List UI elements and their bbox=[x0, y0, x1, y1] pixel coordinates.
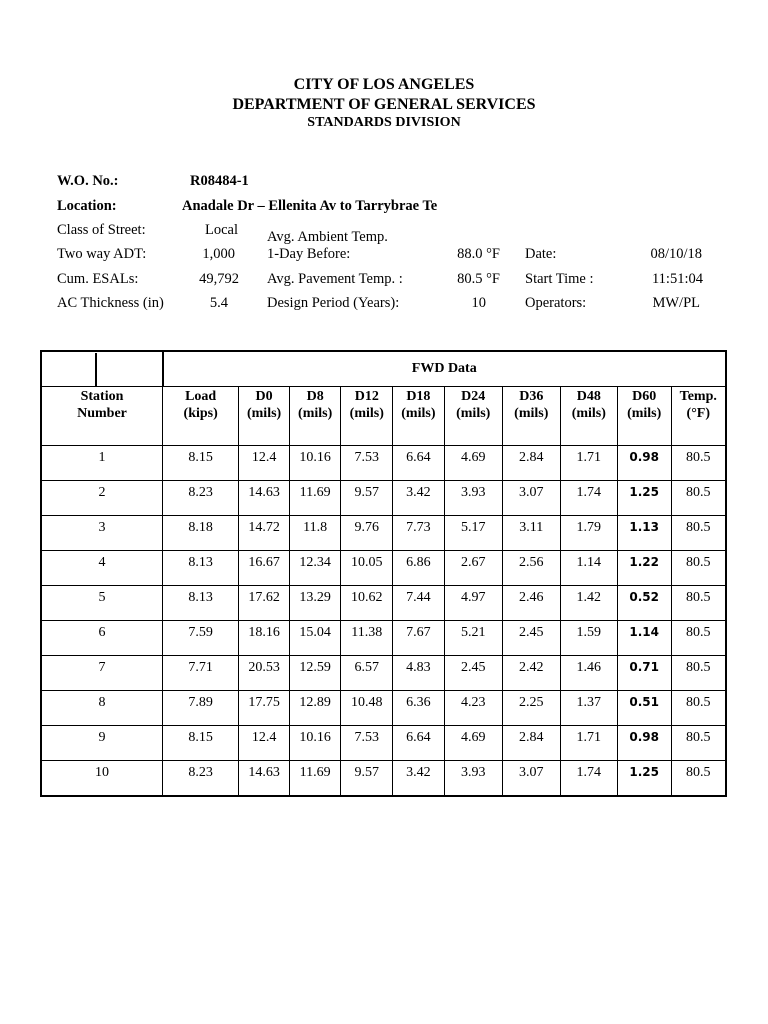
column-header-station-number bbox=[41, 387, 163, 446]
ambient-temp-label-line2: 1-Day Before: bbox=[267, 246, 351, 262]
cell-d24: 2.45 bbox=[444, 656, 502, 691]
table-title-row bbox=[41, 351, 726, 387]
table-row bbox=[41, 586, 726, 621]
column-header-station-number-line1: Station bbox=[80, 389, 124, 404]
fwd-data-table bbox=[40, 350, 727, 797]
column-header-temp bbox=[671, 387, 726, 446]
cell-d48: 1.59 bbox=[560, 621, 617, 656]
table-row bbox=[41, 551, 726, 586]
cell-d12: 9.57 bbox=[341, 761, 393, 796]
column-header-d60-line1: D60 bbox=[632, 389, 657, 404]
cell-d24: 4.97 bbox=[444, 586, 502, 621]
column-header-d24 bbox=[444, 387, 502, 446]
cell-d8: 12.59 bbox=[289, 656, 341, 691]
design-period-value: 10 bbox=[471, 295, 486, 311]
ac-thickness-label: AC Thickness (in) bbox=[57, 295, 164, 311]
column-header-d36-line1: D36 bbox=[519, 389, 544, 404]
design-period-label: Design Period (Years): bbox=[267, 295, 400, 311]
cell-d0: 20.53 bbox=[239, 656, 290, 691]
ac-thickness-value: 5.4 bbox=[209, 295, 228, 311]
cell-load: 7.71 bbox=[163, 656, 239, 691]
cell-d12: 6.57 bbox=[341, 656, 393, 691]
cell-d12: 11.38 bbox=[341, 621, 393, 656]
column-header-d48 bbox=[560, 387, 617, 446]
table-corner-cell bbox=[41, 351, 163, 387]
cell-d12: 10.48 bbox=[341, 691, 393, 726]
cell-d8: 11.8 bbox=[289, 516, 341, 551]
cell-d18: 6.36 bbox=[393, 691, 445, 726]
ambient-temp-label-line1: Avg. Ambient Temp. bbox=[267, 229, 388, 245]
cell-d24: 4.69 bbox=[444, 726, 502, 761]
cell-temp: 80.5 bbox=[671, 761, 726, 796]
column-header-d60-line2: (mils) bbox=[627, 406, 662, 421]
column-header-d8 bbox=[289, 387, 341, 446]
cell-d36: 2.46 bbox=[502, 586, 560, 621]
cell-d0: 12.4 bbox=[239, 446, 290, 481]
cell-d12: 7.53 bbox=[341, 726, 393, 761]
column-header-d48-line2: (mils) bbox=[571, 406, 606, 421]
cell-d48: 1.79 bbox=[560, 516, 617, 551]
cell-load: 7.59 bbox=[163, 621, 239, 656]
cell-d8: 12.34 bbox=[289, 551, 341, 586]
cell-d60: 1.13 bbox=[617, 516, 671, 551]
column-header-d24-line1: D24 bbox=[461, 389, 486, 404]
cell-d24: 2.67 bbox=[444, 551, 502, 586]
cell-temp: 80.5 bbox=[671, 516, 726, 551]
cell-load: 8.13 bbox=[163, 586, 239, 621]
column-header-d0 bbox=[239, 387, 290, 446]
date-value: 08/10/18 bbox=[650, 246, 702, 262]
cell-load: 8.23 bbox=[163, 761, 239, 796]
column-header-d0-line1: D0 bbox=[255, 389, 273, 404]
cell-d18: 7.44 bbox=[393, 586, 445, 621]
cell-d36: 2.84 bbox=[502, 726, 560, 761]
wo-label: W.O. No.: bbox=[57, 173, 119, 189]
cell-d0: 17.75 bbox=[239, 691, 290, 726]
cell-temp: 80.5 bbox=[671, 621, 726, 656]
cell-d8: 10.16 bbox=[289, 446, 341, 481]
column-header-d60 bbox=[617, 387, 671, 446]
cell-d0: 12.4 bbox=[239, 726, 290, 761]
cell-d60: 0.52 bbox=[617, 586, 671, 621]
column-header-load-line2: (kips) bbox=[183, 406, 218, 421]
two-way-adt-label: Two way ADT: bbox=[57, 246, 147, 262]
cell-d60: 0.71 bbox=[617, 656, 671, 691]
cell-d24: 5.21 bbox=[444, 621, 502, 656]
location-label: Location: bbox=[57, 198, 117, 214]
column-header-d24-line2: (mils) bbox=[456, 406, 491, 421]
cell-d36: 3.11 bbox=[502, 516, 560, 551]
cell-temp: 80.5 bbox=[671, 691, 726, 726]
cell-load: 8.15 bbox=[163, 726, 239, 761]
location-value: Anadale Dr – Ellenita Av to Tarrybrae Te bbox=[182, 198, 438, 214]
cell-d0: 14.72 bbox=[239, 516, 290, 551]
cell-d48: 1.71 bbox=[560, 446, 617, 481]
cell-d12: 10.05 bbox=[341, 551, 393, 586]
cell-temp: 80.5 bbox=[671, 586, 726, 621]
cell-temp: 80.5 bbox=[671, 726, 726, 761]
cell-d48: 1.71 bbox=[560, 726, 617, 761]
cell-station-number: 7 bbox=[41, 656, 163, 691]
table-row bbox=[41, 691, 726, 726]
table-row bbox=[41, 481, 726, 516]
column-header-station-number-line2: Number bbox=[77, 406, 127, 421]
cell-d0: 14.63 bbox=[239, 481, 290, 516]
header-division: STANDARDS DIVISION bbox=[307, 115, 461, 130]
cell-load: 7.89 bbox=[163, 691, 239, 726]
cell-d60: 1.25 bbox=[617, 761, 671, 796]
cell-d8: 15.04 bbox=[289, 621, 341, 656]
cell-load: 8.18 bbox=[163, 516, 239, 551]
column-header-d12-line2: (mils) bbox=[349, 406, 384, 421]
cell-load: 8.15 bbox=[163, 446, 239, 481]
cum-esals-label: Cum. ESALs: bbox=[57, 271, 139, 287]
cell-d0: 18.16 bbox=[239, 621, 290, 656]
cell-d48: 1.74 bbox=[560, 761, 617, 796]
cell-d0: 16.67 bbox=[239, 551, 290, 586]
cell-d24: 5.17 bbox=[444, 516, 502, 551]
cell-d18: 6.86 bbox=[393, 551, 445, 586]
column-header-temp-line1: Temp. bbox=[679, 389, 717, 404]
cell-d18: 6.64 bbox=[393, 446, 445, 481]
start-time-value: 11:51:04 bbox=[651, 271, 703, 287]
table-row bbox=[41, 446, 726, 481]
cell-station-number: 9 bbox=[41, 726, 163, 761]
cell-d12: 9.76 bbox=[341, 516, 393, 551]
cell-d18: 7.73 bbox=[393, 516, 445, 551]
cell-station-number: 2 bbox=[41, 481, 163, 516]
pavement-temp-value: 80.5 °F bbox=[457, 271, 500, 287]
cell-d8: 13.29 bbox=[289, 586, 341, 621]
column-header-d18 bbox=[393, 387, 445, 446]
cell-temp: 80.5 bbox=[671, 656, 726, 691]
cell-d60: 1.22 bbox=[617, 551, 671, 586]
header-department: DEPARTMENT OF GENERAL SERVICES bbox=[232, 96, 536, 113]
column-header-d18-line2: (mils) bbox=[401, 406, 436, 421]
cell-d8: 10.16 bbox=[289, 726, 341, 761]
cell-load: 8.13 bbox=[163, 551, 239, 586]
column-header-d12 bbox=[341, 387, 393, 446]
table-header-row bbox=[41, 387, 726, 446]
cell-station-number: 10 bbox=[41, 761, 163, 796]
column-header-d8-line1: D8 bbox=[306, 389, 324, 404]
cell-station-number: 5 bbox=[41, 586, 163, 621]
table-row bbox=[41, 726, 726, 761]
ambient-temp-value: 88.0 °F bbox=[457, 246, 500, 262]
wo-value: R08484-1 bbox=[190, 173, 249, 189]
cell-d48: 1.37 bbox=[560, 691, 617, 726]
cell-d60: 1.25 bbox=[617, 481, 671, 516]
column-header-d18-line1: D18 bbox=[406, 389, 431, 404]
column-header-load bbox=[163, 387, 239, 446]
table-row bbox=[41, 516, 726, 551]
table-row bbox=[41, 761, 726, 796]
cell-d36: 2.56 bbox=[502, 551, 560, 586]
column-header-d36-line2: (mils) bbox=[514, 406, 549, 421]
cell-d36: 2.42 bbox=[502, 656, 560, 691]
cell-d18: 3.42 bbox=[393, 761, 445, 796]
cell-d48: 1.42 bbox=[560, 586, 617, 621]
cell-d60: 0.51 bbox=[617, 691, 671, 726]
cell-d36: 2.84 bbox=[502, 446, 560, 481]
cell-d12: 10.62 bbox=[341, 586, 393, 621]
cell-d0: 17.62 bbox=[239, 586, 290, 621]
pavement-temp-label: Avg. Pavement Temp. : bbox=[267, 271, 403, 287]
cell-d12: 7.53 bbox=[341, 446, 393, 481]
cell-d0: 14.63 bbox=[239, 761, 290, 796]
cum-esals-value: 49,792 bbox=[199, 271, 239, 287]
cell-d48: 1.14 bbox=[560, 551, 617, 586]
cell-station-number: 3 bbox=[41, 516, 163, 551]
column-header-load-line1: Load bbox=[185, 389, 217, 404]
cell-station-number: 4 bbox=[41, 551, 163, 586]
cell-d8: 11.69 bbox=[289, 761, 341, 796]
cell-d18: 7.67 bbox=[393, 621, 445, 656]
column-header-d48-line1: D48 bbox=[576, 389, 601, 404]
cell-station-number: 6 bbox=[41, 621, 163, 656]
cell-load: 8.23 bbox=[163, 481, 239, 516]
two-way-adt-value: 1,000 bbox=[202, 246, 235, 262]
operators-value: MW/PL bbox=[652, 295, 700, 311]
column-header-d8-line2: (mils) bbox=[298, 406, 333, 421]
cell-d36: 2.25 bbox=[502, 691, 560, 726]
cell-d60: 1.14 bbox=[617, 621, 671, 656]
table-title: FWD Data bbox=[163, 351, 727, 387]
cell-d60: 0.98 bbox=[617, 446, 671, 481]
column-header-d0-line2: (mils) bbox=[246, 406, 282, 421]
cell-d36: 3.07 bbox=[502, 481, 560, 516]
cell-d36: 2.45 bbox=[502, 621, 560, 656]
cell-d24: 4.69 bbox=[444, 446, 502, 481]
cell-d18: 6.64 bbox=[393, 726, 445, 761]
date-label: Date: bbox=[525, 246, 557, 262]
cell-d24: 4.23 bbox=[444, 691, 502, 726]
cell-d18: 3.42 bbox=[393, 481, 445, 516]
cell-temp: 80.5 bbox=[671, 446, 726, 481]
cell-d24: 3.93 bbox=[444, 761, 502, 796]
class-of-street-label: Class of Street: bbox=[57, 222, 146, 238]
cell-d18: 4.83 bbox=[393, 656, 445, 691]
table-row bbox=[41, 621, 726, 656]
header-city: CITY OF LOS ANGELES bbox=[293, 76, 475, 93]
cell-station-number: 1 bbox=[41, 446, 163, 481]
cell-d48: 1.74 bbox=[560, 481, 617, 516]
cell-d8: 11.69 bbox=[289, 481, 341, 516]
cell-d48: 1.46 bbox=[560, 656, 617, 691]
operators-label: Operators: bbox=[525, 295, 587, 311]
cell-d60: 0.98 bbox=[617, 726, 671, 761]
cell-d12: 9.57 bbox=[341, 481, 393, 516]
class-of-street-value: Local bbox=[204, 222, 238, 238]
cell-d24: 3.93 bbox=[444, 481, 502, 516]
cell-temp: 80.5 bbox=[671, 481, 726, 516]
cell-station-number: 8 bbox=[41, 691, 163, 726]
cell-d8: 12.89 bbox=[289, 691, 341, 726]
cell-temp: 80.5 bbox=[671, 551, 726, 586]
start-time-label: Start Time : bbox=[525, 271, 594, 287]
column-header-temp-line2: (°F) bbox=[686, 406, 711, 421]
table-row bbox=[41, 656, 726, 691]
column-header-d36 bbox=[502, 387, 560, 446]
column-header-d12-line1: D12 bbox=[354, 389, 379, 404]
cell-d36: 3.07 bbox=[502, 761, 560, 796]
